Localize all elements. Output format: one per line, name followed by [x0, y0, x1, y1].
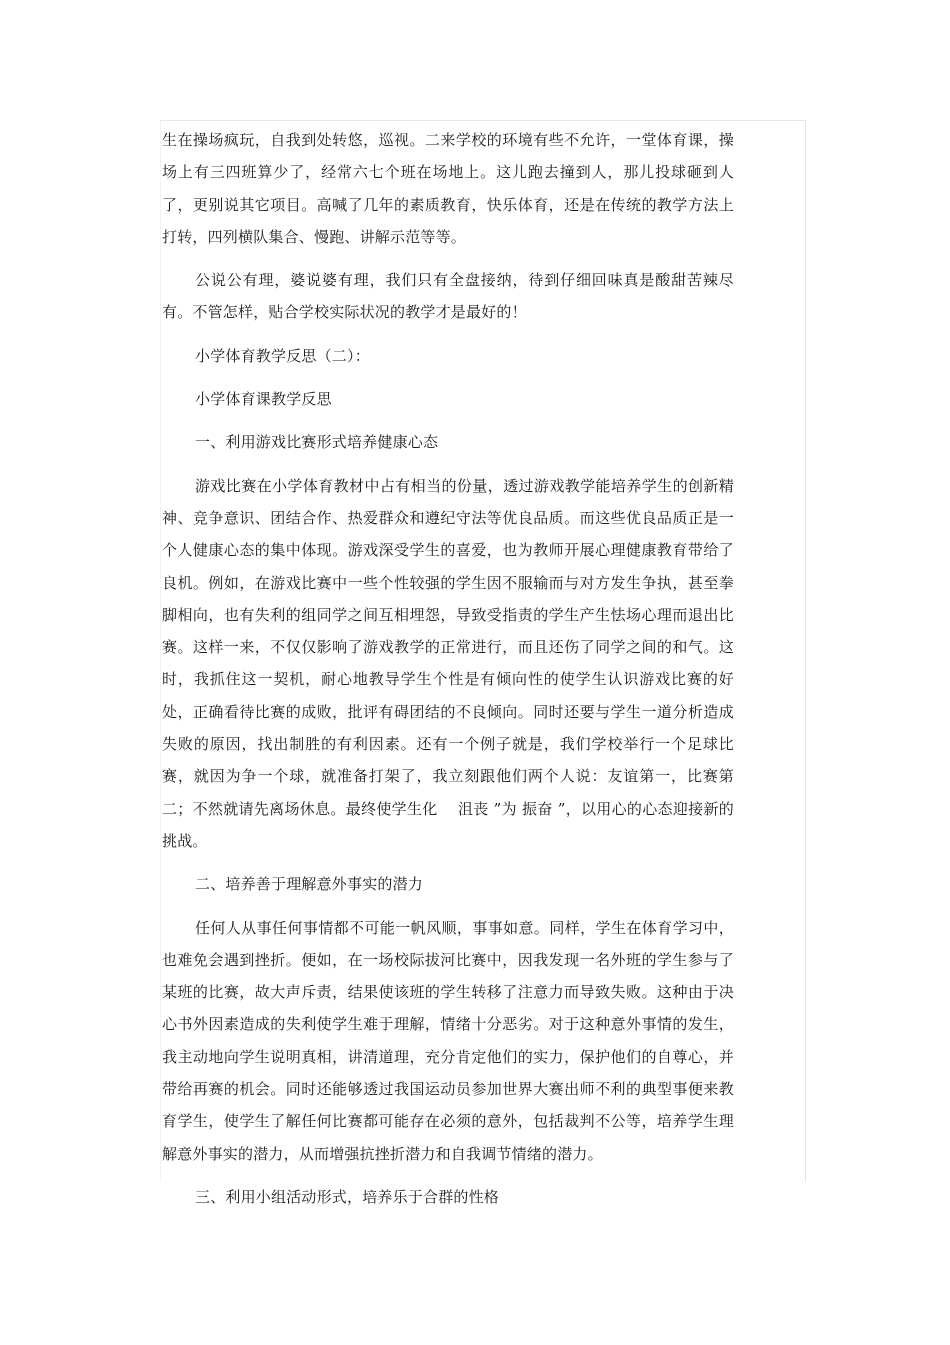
heading-three: 三、利用小组活动形式，培养乐于合群的性格	[195, 1187, 500, 1206]
paragraph-continuation: 生在操场疯玩，自我到处转悠，巡视。二来学校的环境有些不允许，一堂体育课，操场上有三四班算少了，经常六七个班在场地上。这儿跑去撞到人，那儿投球砸到人了，更别说其它项目。高喊了几年的素质教育，快乐体育，还是在传统的教学方法上打转，四列横队集合、慢跑、讲解示范等等。	[162, 131, 734, 246]
paragraph-setbacks: 任何人从事任何事情都不可能一帆风顺，事事如意。同样，学生在体育学习中，也难免会遇到挫折。便如，在一场校际拔河比赛中，因我发现一名外班的学生参与了某班的比赛，故大声斥责，结果使该班的学生转移了注意力而导致失败。这种由于决心书外因素造成的失利使学生难于理解，情绪十分恶劣。对于这种意外事情的发生，我主动地向学生说明真相，讲清道理，充分肯定他们的实力，保护他们的自尊心，并带给再赛的机会。同时还能够透过我国运动员参加世界大赛出师不利的典型事便来教育学生，使学生了解任何比赛都可能存在必须的意外，包括裁判不公等，培养学生理解意外事实的潜力，从而增强抗挫折潜力和自我调节情绪的潜力。	[162, 918, 734, 1163]
section-heading-reflection-two: 小学体育教学反思（二）：	[195, 346, 370, 365]
heading-two: 二、培养善于理解意外事实的潜力	[195, 875, 424, 894]
paragraph-conclusion: 公说公有理，婆说婆有理，我们只有全盘接纳，待到仔细回味真是酸甜苦辣尽有。不管怎样，贴合学校实际状况的教学才是最好的！	[162, 271, 734, 322]
article-title: 小学体育课教学反思	[195, 390, 332, 409]
paragraph-games: 游戏比赛在小学体育教材中占有相当的份量，透过游戏教学能培养学生的创新精神、竞争意识、团结合作、热爱群众和遵纪守法等优良品质。而这些优良品质正是一个人健康心态的集中体现。游戏深受学生的喜爱，也为教师开展心理健康教育带给了良机。例如，在游戏比赛中一些个性较强的学生因不服输而与对方发生争执，甚至拳脚相向，也有失利的组同学之间互相埋怨，导致受指责的学生产生怯场心理而退出比赛。这样一来，不仅仅影响了游戏教学的正常进行，而且还伤了同学之间的和气。这时，我抓住这一契机，耐心地教导学生个性是有倾向性的使学生认识游戏比赛的好处，正确看待比赛的成败，批评有碍团结的不良倾向。同时还要与学生一道分析造成失败的原因，找出制胜的有利因素。还有一个例子就是，我们学校举行一个足球比赛，就因为争一个球，就准备打架了，我立刻跟他们两个人说：友谊第一，比赛第二；不然就请先离场休息。最终使学生化 沮丧 ”为 振奋 ”，以用心的心态迎接新的挑战。	[162, 476, 734, 850]
heading-one: 一、利用游戏比赛形式培养健康心态	[195, 433, 439, 452]
document-body	[162, 124, 734, 1213]
